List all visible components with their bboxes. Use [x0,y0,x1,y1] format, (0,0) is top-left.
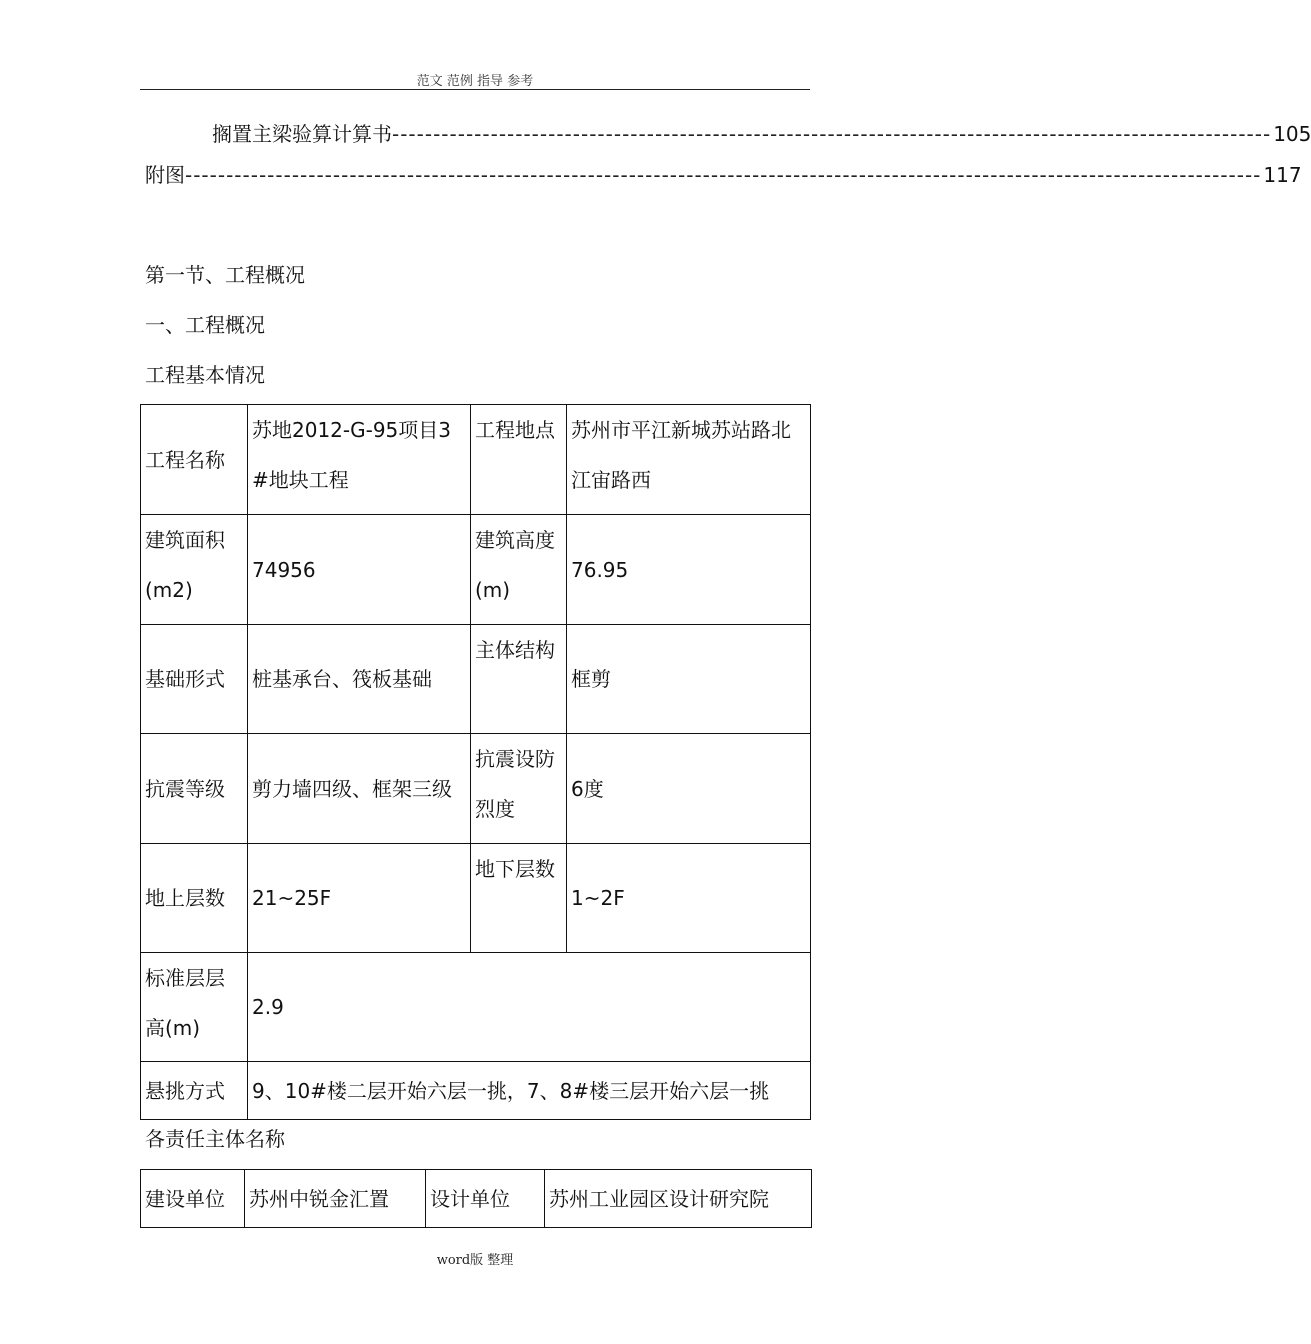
table-row [141,953,811,1062]
cell-label: 主体结构 [471,625,567,734]
cell-label: 地下层数 [471,844,567,953]
cell-value: 苏州市平江新城苏站路北江宙路西 [567,405,811,515]
cell-value: 6度 [567,734,811,844]
table-row [141,844,811,953]
cell-value: 苏州工业园区设计研究院 [545,1170,812,1228]
header-rule [140,89,810,90]
cell-label: 地上层数 [141,844,248,953]
cell-value: 9、10#楼二层开始六层一挑，7、8#楼三层开始六层一挑 [248,1062,811,1120]
table-row [141,625,811,734]
section-heading: 第一节、工程概况 [145,263,305,287]
cell-value: 76.95 [567,515,811,625]
table-row [141,1062,811,1120]
toc-page: 105 [1273,122,1311,146]
toc-title: 附图 [145,163,185,187]
toc-entry[interactable] [145,159,1302,188]
cell-label: 建筑高度(m) [471,515,567,625]
cell-label: 抗震设防烈度 [471,734,567,844]
table-row [141,1170,812,1228]
cell-value: 1~2F [567,844,811,953]
table-row [141,734,811,844]
cell-value: 21~25F [248,844,471,953]
cell-label: 基础形式 [141,625,248,734]
toc-page: 117 [1263,163,1302,187]
cell-value: 74956 [248,515,471,625]
subsection-heading: 一、工程概况 [145,313,265,337]
parties-table [140,1169,812,1228]
cell-value: 框剪 [567,625,811,734]
page-footer: word版 整理 [436,1253,514,1268]
toc-entry[interactable] [212,118,1311,147]
cell-label: 工程地点 [471,405,567,515]
cell-value: 剪力墙四级、框架三级 [248,734,471,844]
toc-leader: ----------------------------------------------------------------------------------------------------------------------------------- [185,163,1262,187]
cell-label: 建设单位 [141,1170,245,1228]
cell-value: 2.9 [248,953,811,1062]
project-info-table [140,404,811,1120]
cell-value: 桩基承台、筏板基础 [248,625,471,734]
cell-value: 苏州中锐金汇置 [245,1170,426,1228]
cell-label: 工程名称 [141,405,248,515]
table-caption: 工程基本情况 [145,363,265,387]
cell-label: 设计单位 [426,1170,545,1228]
cell-value: 苏地2012-G-95项目3#地块工程 [248,405,471,515]
cell-label: 悬挑方式 [141,1062,248,1120]
toc-title: 搁置主梁验算计算书 [212,122,392,146]
cell-label: 建筑面积(m2) [141,515,248,625]
cell-label: 抗震等级 [141,734,248,844]
toc-leader: ----------------------------------------------------------------------------------------------------------- [392,122,1272,146]
table-caption: 各责任主体名称 [145,1127,285,1151]
page-header: 范文 范例 指导 参考 [416,74,534,89]
table-row [141,515,811,625]
cell-label: 标准层层高(m) [141,953,248,1062]
table-row [141,405,811,515]
